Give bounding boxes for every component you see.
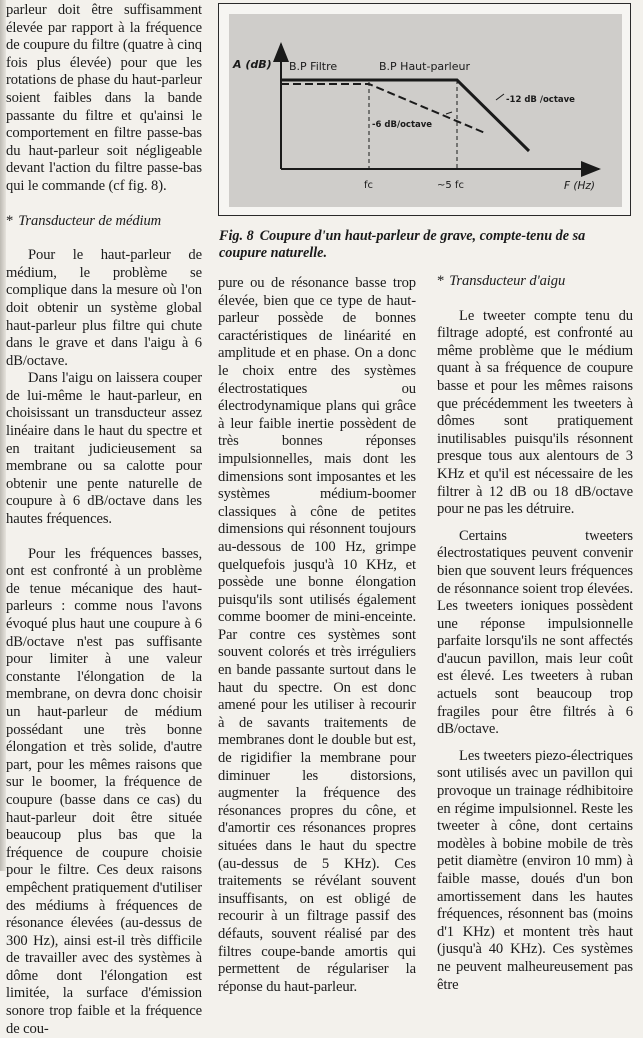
- text-column-3: [437, 273, 633, 994]
- text-column-2: [218, 275, 416, 996]
- paragraph: Pour les fréquences basses, ont est confronté à un problème de tenue mécanique des haut-parleurs : comme nous l'avons évoqué plus haut une coupure à 6 dB/octave n'est pas suffisante pour limiter à une valeur constante l'élongation de la membrane, on devra donc choisir un haut-parleur de médium possédant une très bonne élongation et très solide, d'autre part, pour les mêmes raisons que sur le boomer, la fréquence de coupure (basse dans ce cas) du haut-parleur doit être située beaucoup plus bas que la fréquence de coupure choisie pour le filtre. Ces deux raisons empêchent pratiquement d'utiliser des médiums à fréquences de résonance élevées (au-dessus de 300 Hz), ainsi est-il très difficile de travailler avec des systèmes à dôme dont l'élongation est limitée, la surface d'émission sonore trop faible et la fréquence de cou-: [6, 545, 202, 1037]
- paragraph: Dans l'aigu on laissera couper de lui-même le haut-parleur, en choisissant un transducteur assez linéaire dans le haut du spectre et en traitant judicieusement sa membrane ou sa calotte pour obtenir une pente naturelle de coupure à 6 dB/octave dans les hautes fréquences.: [6, 370, 202, 528]
- speaker-response-line: [281, 80, 529, 151]
- paragraph: Le tweeter compte tenu du filtrage adopté, est confronté au même problème que le médium quant à sa fréquence de coupure basse et pour les mêmes raisons que précédemment les tweeters à dômes sont pratiquement inutilisables puisqu'ils résonnent presque tous aux alentours de 3 KHz et qu'il est nécessaire de les filtrer à 12 dB ou 18 dB/octave pour ne pas les détruire.: [437, 307, 633, 518]
- section-heading-medium: [6, 213, 202, 231]
- bullet-icon: *: [6, 212, 14, 229]
- paragraph: Les tweeters piezo-électriques sont utilisés avec un pavillon qui provoque un trainage rédhibitoire en régime impulsionnel. Reste les tweeter à cône, dont certains modèles à bobine mobile de très petit diamètre (environ 10 mm) à faible masse, doués d'un bon amortissement dans les hautes fréquences, résonnent bas (moins d'1 KHz) et montent très haut (jusqu'à 40 KHz). Ces systèmes ne peuvent malheureusement pas être: [437, 747, 633, 993]
- heading-text: Transducteur d'aigu: [449, 273, 566, 289]
- band-label-filter: B.P Filtre: [289, 60, 338, 73]
- paragraph: Pour le haut-parleur de médium, le problème se complique dans la mesure où l'on doit obtenir un système global haut-parleur plus filtre qui chute dans le grave et dans l'aigu à 6 dB/octave.: [6, 247, 202, 369]
- frequency-response-chart: [229, 14, 622, 207]
- x-axis-label: F (Hz): [564, 180, 595, 192]
- tick-label-5fc: ~5 fc: [437, 180, 464, 191]
- figure-panel: [229, 14, 622, 207]
- paragraph: pure ou de résonance basse trop élevée, bien que ce type de haut-parleur possède de bonnes caractéristiques de linéarité en amplitude et en phase. On a donc le choix entre des systèmes électrostatiques ou électrodynamique plans qui grâce à leur faible inertie possèdent de très bonnes réponses impulsionnelles, mais dont les dimensions sont imposantes et les systèmes médium-boomer classiques à cône de petites dimensions qui résonnent toujours au-dessous de 100 Hz, grimpe quelquefois jusqu'à 10 KHz, et possède une bonne élongation puisqu'ils sont utilisés également comme boomer de mini-enceinte. Par contre ces systèmes sont souvent colorés et très irréguliers en bande passante surtout dans le haut du spectre. On est donc amené pour les utiliser à recourir à de savants traitements de membranes dont le double but est, de rigidifier la membrane pour diminuer les distorsions, augmenter la fréquence des résonances propres du cône, et d'amortir ces résonances propres situées dans le haut du spectre (au-dessus de 5 KHz). Ces traitements se révélant souvent insuffisants, on est obligé de recourir à un filtrage passif des défauts, souvent réalisé par des filtres coupe-bande amortis qui permettent de régulariser la réponse du haut-parleur.: [218, 275, 416, 995]
- figure-caption: [219, 228, 634, 262]
- paragraph: Certains tweeters électrostatiques peuvent convenir bien que souvent leurs fréquences de résonnance soient trop élevées. Les tweeters ioniques possèdent une réponse impulsionnelle parfaite lorsqu'ils ne sont affectés d'aucun pavillon, mais leur coût est élevé. Les tweeters à ruban actuels sont beaucoup trop fragiles pour être filtrés à 6 dB/octave.: [437, 527, 633, 738]
- y-axis-label: A (dB): [233, 58, 272, 71]
- caption-text: Coupure d'un haut-parleur de grave, compte-tenu de sa coupure naturelle.: [219, 228, 586, 261]
- text-column-1: [6, 2, 202, 1038]
- tick-label-fc: fc: [364, 180, 374, 191]
- figure-8: [218, 3, 631, 216]
- figure-number: Fig. 8: [219, 228, 254, 244]
- slope-label-filter: -6 dB/octave: [372, 120, 433, 130]
- section-heading-tweeter: [437, 273, 633, 291]
- bullet-icon: *: [437, 273, 445, 289]
- slope-label-speaker: -12 dB /octave: [506, 95, 575, 105]
- band-label-speaker: B.P Haut-parleur: [379, 60, 471, 73]
- heading-text: Transducteur de médium: [18, 212, 162, 229]
- paragraph: parleur doit être suffisamment élevée par rapport à la fréquence de coupure du filtre (quatre à cinq fois plus élevée) pour que les rotations de phase du haut-parleur soient faibles dans la bande passante du filtre et qu'ainsi le comportement en filtre passe-bas du haut-parleur soit négligeable devant l'action du filtre passe-bas qui le commande (cf fig. 8).: [6, 2, 202, 194]
